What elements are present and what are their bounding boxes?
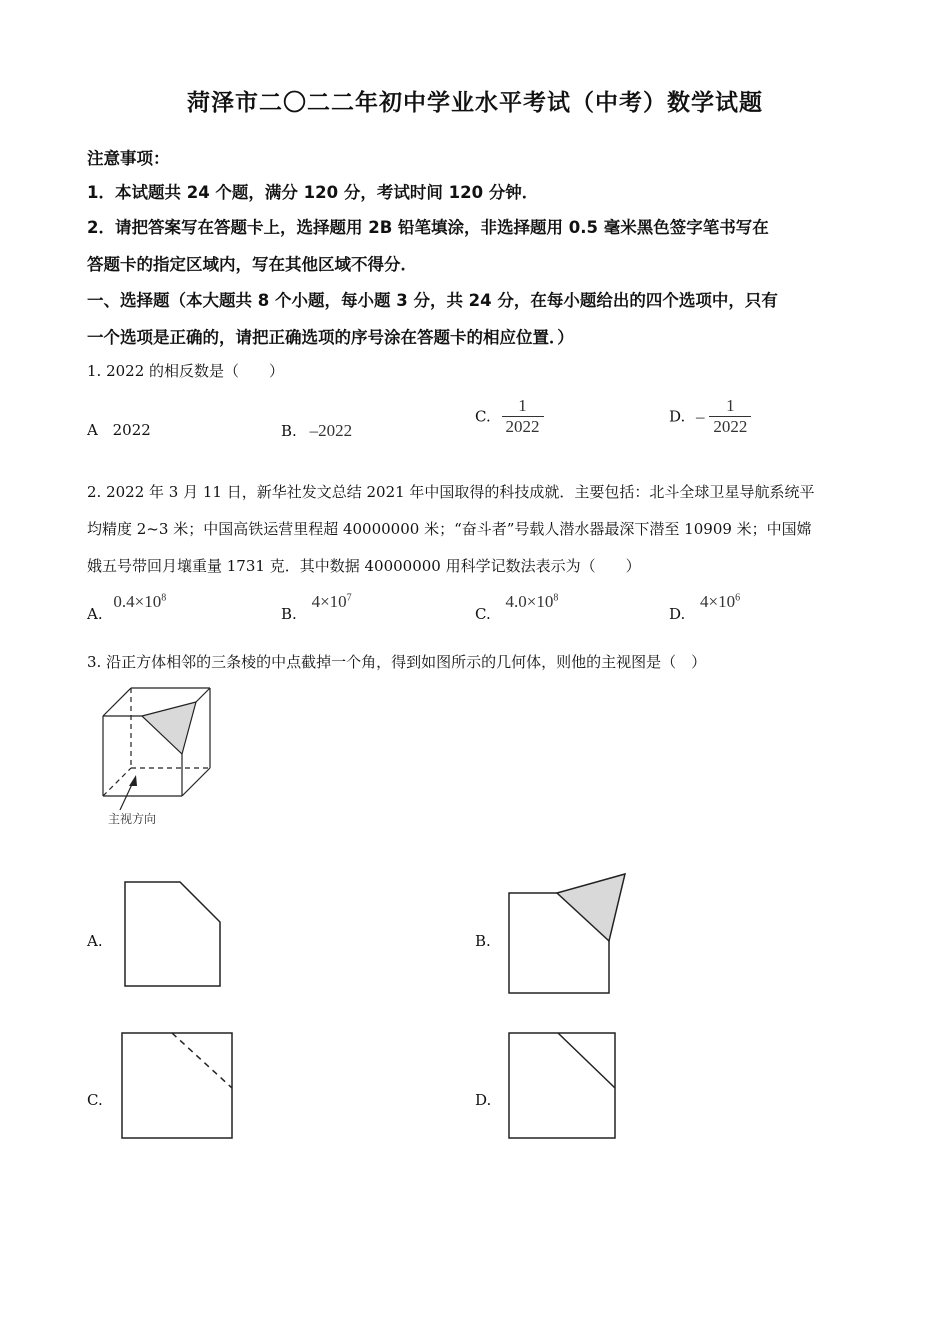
- q1-stem: 1. 2022 的相反数是（ ）: [87, 362, 285, 380]
- q1-option-a-value: 2022: [112, 421, 151, 439]
- q2-option-d-label: D.: [669, 605, 686, 623]
- section-1-heading-line-1: 一、选择题（本大题共 8 个小题，每小题 3 分，共 24 分，在每小题给出的四个选项中，只有: [87, 291, 778, 310]
- q2-option-c-label: C.: [475, 605, 491, 623]
- q1-option-d-denominator: 2022: [709, 416, 751, 437]
- q1-option-c-label: C.: [475, 407, 491, 426]
- q3-option-b-label: B.: [475, 932, 491, 950]
- q3-stem: 3. 沿正方体相邻的三条棱的中点截掉一个角，得到如图所示的几何体，则他的主视图是（ ）: [87, 653, 707, 671]
- q2-option-b-base: 4×10: [311, 592, 347, 611]
- q1-option-c-numerator: 1: [518, 396, 527, 415]
- q2-option-c-base: 4.0×10: [505, 592, 554, 611]
- q2-stem-line-1: 2. 2022 年 3 月 11 日，新华社发文总结 2021 年中国取得的科技成就．主要包括：北斗全球卫星导航系统平: [87, 483, 815, 501]
- q1-option-b-value: –2022: [309, 421, 353, 440]
- q2-option-b-exponent: 7: [346, 592, 352, 604]
- q2-option-c-exponent: 8: [553, 592, 559, 604]
- q3-option-c-label: C.: [87, 1091, 103, 1109]
- q1-option-d-sign: –: [696, 406, 705, 426]
- q2-stem-line-2: 均精度 2~3 米；中国高铁运营里程超 40000000 米；“奋斗者”号载人潜水器最深下潜至 10909 米；中国嫦: [87, 520, 812, 538]
- q2-option-d-base: 4×10: [700, 592, 736, 611]
- q3-option-a-label: A.: [87, 932, 103, 950]
- section-1-heading-line-2: 一个选项是正确的，请把正确选项的序号涂在答题卡的相应位置．）: [87, 328, 574, 347]
- q2-option-a-exponent: 8: [161, 592, 167, 604]
- notes-item-1: 1．本试题共 24 个题，满分 120 分，考试时间 120 分钟．: [87, 183, 539, 202]
- notes-item-2-line-1: 2．请把答案写在答题卡上，选择题用 2B 铅笔填涂，非选择题用 0.5 毫米黑色签字笔书写在: [87, 218, 769, 237]
- q1-option-d-numerator: 1: [726, 396, 735, 415]
- q1-option-d-label: D.: [669, 407, 686, 426]
- notes-heading: 注意事项：: [87, 149, 170, 168]
- notes-item-2-line-2: 答题卡的指定区域内，写在其他区域不得分．: [87, 255, 417, 274]
- q1-option-c-denominator: 2022: [502, 416, 544, 437]
- q2-option-b-label: B.: [281, 605, 297, 623]
- q3-view-direction-label: 主视方向: [108, 812, 157, 826]
- q3-option-d-label: D.: [475, 1091, 492, 1109]
- q2-option-d-exponent: 6: [735, 592, 741, 604]
- q1-option-a-label: A: [87, 421, 98, 439]
- q2-option-a-label: A.: [87, 605, 103, 623]
- q2-option-a-base: 0.4×10: [113, 592, 162, 611]
- q1-option-b-label: B.: [281, 422, 297, 440]
- q2-stem-line-3: 娥五号带回月壤重量 1731 克．其中数据 40000000 用科学记数法表示为（ ）: [87, 557, 641, 575]
- page-title: 菏泽市二〇二二年初中学业水平考试（中考）数学试题: [187, 89, 763, 116]
